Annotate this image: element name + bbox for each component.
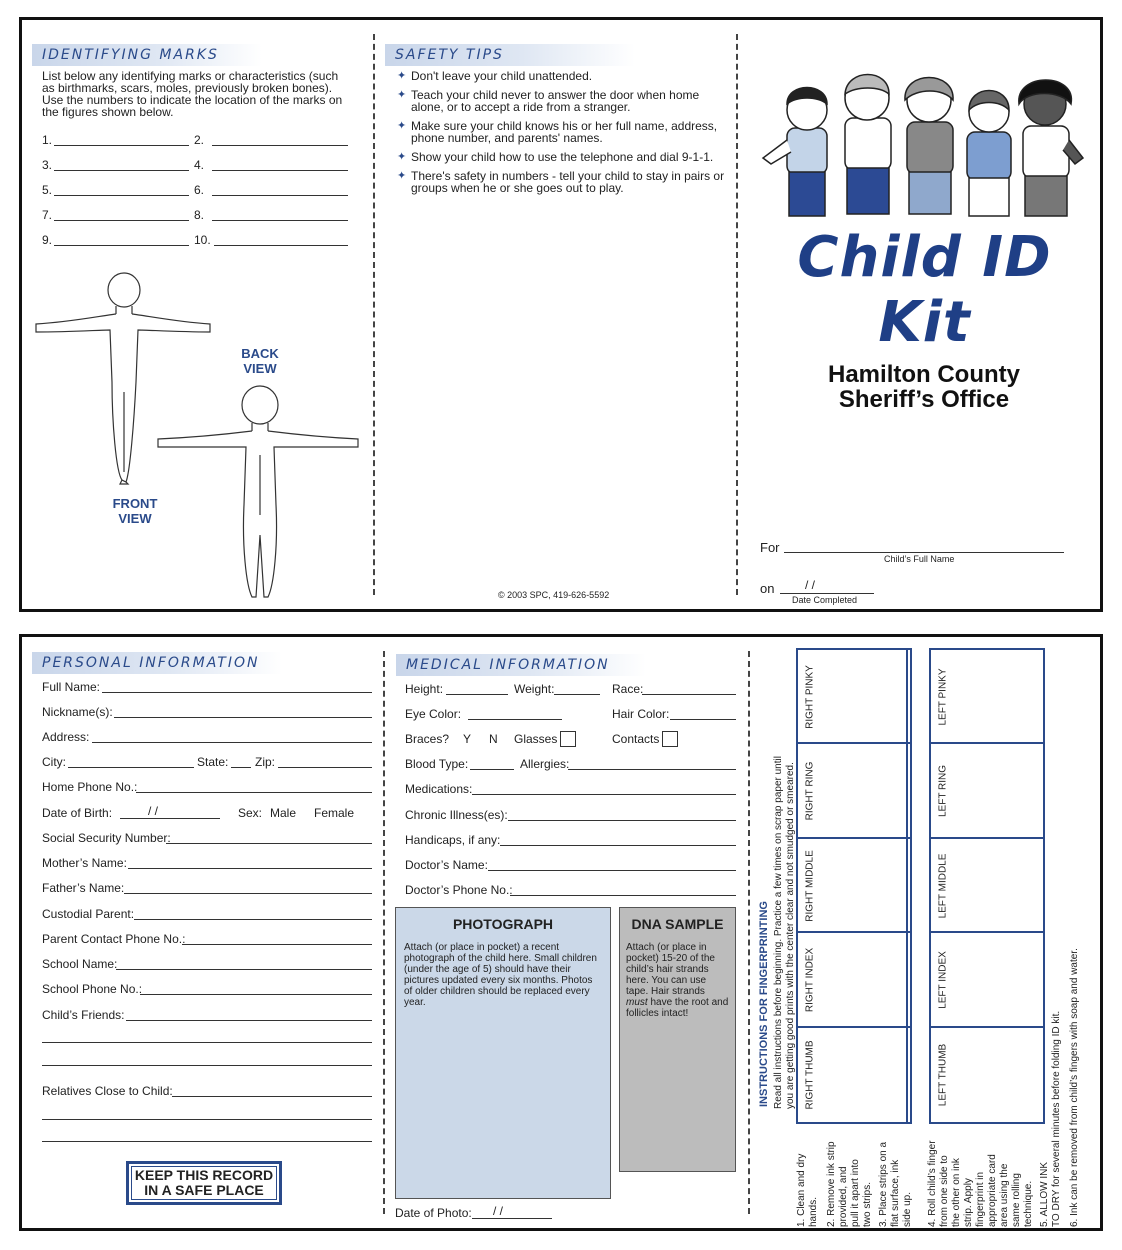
- photograph-area[interactable]: [395, 907, 611, 1199]
- city-field[interactable]: [68, 767, 194, 768]
- fingerprint-intro-line: Read all instructions before beginning. Practice a few times on scrap paper until: [773, 756, 784, 1109]
- relatives-field[interactable]: [172, 1096, 372, 1097]
- date-completed-caption: Date Completed: [792, 595, 858, 605]
- date-completed-line[interactable]: [780, 593, 874, 594]
- height-field[interactable]: [446, 694, 508, 695]
- friends-field-extra[interactable]: [42, 1042, 372, 1043]
- medications-field[interactable]: [472, 794, 736, 795]
- photo-date-slashes: / /: [493, 1204, 504, 1218]
- front-view-label: FRONT VIEW: [112, 496, 158, 526]
- dob-slashes: / /: [148, 804, 159, 818]
- mark-number: 2.: [194, 133, 205, 147]
- mark-6-line[interactable]: [212, 195, 348, 196]
- left-pinky-print-area[interactable]: LEFT PINKY: [931, 650, 1043, 744]
- fold-line: [736, 34, 738, 595]
- doctor-phone-label: Doctor’s Phone No.:: [405, 883, 513, 897]
- identifying-marks-instructions: List below any identifying marks or characteristics (such as birthmarks, scars, moles, previously broken bones). Use the numbers to indicate the location of the marks on the figures shown below.: [42, 69, 343, 119]
- handicaps-field[interactable]: [500, 845, 736, 846]
- children-group-icon: [757, 60, 1087, 225]
- blood-type-label: Blood Type:: [405, 757, 469, 771]
- step-2: pull it apart into: [850, 1159, 861, 1227]
- allergies-field[interactable]: [568, 769, 736, 770]
- fingerprint-intro-line: you are getting good prints with the center clear and not smudged or smeared.: [785, 762, 796, 1109]
- hair-color-field[interactable]: [670, 719, 736, 720]
- fingerprint-instructions-title: INSTRUCTIONS FOR FINGERPRINTING: [758, 901, 770, 1107]
- chronic-illness-field[interactable]: [508, 820, 736, 821]
- right-ring-print-area[interactable]: RIGHT RING: [798, 744, 910, 838]
- on-label: on: [760, 581, 775, 596]
- left-index-print-area[interactable]: LEFT INDEX: [931, 933, 1043, 1027]
- back-figure-icon: [152, 385, 362, 612]
- height-label: Height:: [405, 682, 444, 696]
- date-slashes: / /: [805, 578, 816, 592]
- doctor-name-field[interactable]: [488, 870, 736, 871]
- step-3: 3. Place strips on a: [878, 1141, 889, 1227]
- safety-tips-list: [397, 70, 727, 201]
- star-bullet-icon: ✦: [397, 151, 407, 163]
- handicaps-label: Handicaps, if any:: [405, 833, 501, 847]
- step-5: 5. ALLOW INK: [1039, 1161, 1050, 1227]
- race-label: Race:: [612, 682, 644, 696]
- step-4: same rolling: [1011, 1173, 1022, 1227]
- school-field[interactable]: [116, 969, 372, 970]
- step-1: 1. Clean and dry: [796, 1153, 807, 1227]
- fold-line: [383, 651, 385, 1214]
- step-3: side up.: [902, 1191, 913, 1227]
- star-bullet-icon: ✦: [397, 70, 407, 82]
- mark-number: 3.: [42, 158, 53, 172]
- photograph-title: PHOTOGRAPH: [452, 916, 554, 932]
- ssn-field[interactable]: [166, 843, 372, 844]
- father-label: Father’s Name:: [42, 881, 125, 895]
- custodial-label: Custodial Parent:: [42, 907, 135, 921]
- safety-tip: ✦ Make sure your child knows his or her full name, address, phone number, and parents' names.: [397, 119, 718, 145]
- friends-field-extra[interactable]: [42, 1065, 372, 1066]
- star-bullet-icon: ✦: [397, 120, 407, 132]
- safety-tip: ✦ Don't leave your child unattended.: [397, 69, 593, 83]
- relatives-field-extra[interactable]: [42, 1119, 372, 1120]
- kit-title: Child ID Kit: [797, 225, 1052, 355]
- photograph-instructions: Attach (or place in pocket) a recent photograph of the child here. Small children (under the age of 5) should have their pictures updated every six months. Photos of older children should be replaced every year.: [404, 942, 597, 1008]
- glasses-checkbox[interactable]: [560, 730, 576, 748]
- mark-1-line[interactable]: [54, 145, 189, 146]
- mark-5-line[interactable]: [54, 195, 189, 196]
- id-kit-inner-sheet: [19, 634, 1103, 1231]
- id-kit-outer-sheet: [19, 17, 1103, 612]
- contacts-checkbox[interactable]: [662, 730, 678, 748]
- mark-number: 8.: [194, 208, 205, 222]
- step-4: area using the: [999, 1163, 1010, 1227]
- sex-male-option[interactable]: Male: [270, 806, 297, 820]
- mark-9-line[interactable]: [54, 245, 189, 246]
- address-label: Address:: [42, 730, 90, 744]
- home-phone-field[interactable]: [136, 792, 372, 793]
- fold-line: [748, 651, 750, 1214]
- date-of-photo-field[interactable]: [472, 1218, 552, 1219]
- step-2: 2. Remove ink strip: [826, 1141, 837, 1227]
- safety-tips-header: SAFETY TIPS: [385, 44, 635, 66]
- fold-line: [373, 34, 375, 595]
- dna-sample-area[interactable]: [619, 907, 736, 1172]
- state-field[interactable]: [231, 767, 251, 768]
- doctor-name-label: Doctor’s Name:: [405, 858, 488, 872]
- step-4: the other on ink: [951, 1158, 962, 1227]
- right-index-print-area[interactable]: RIGHT INDEX: [798, 933, 910, 1027]
- step-4: 4. Roll child’s finger: [927, 1140, 938, 1227]
- doctor-phone-field[interactable]: [510, 895, 736, 896]
- full-name-field[interactable]: [102, 692, 372, 693]
- step-2: two strips.: [862, 1181, 873, 1227]
- school-phone-label: School Phone No.:: [42, 982, 143, 996]
- mother-field[interactable]: [128, 868, 372, 869]
- step-5: TO DRY for several minutes before folding ID kit.: [1051, 1010, 1062, 1227]
- safety-tip: ✦ Show your child how to use the telephone and dial 9-1-1.: [397, 150, 714, 164]
- safety-tip: ✦ Teach your child never to answer the door when home alone, or to accept a ride from a stranger.: [397, 88, 700, 114]
- back-view-label: BACK VIEW: [241, 346, 279, 376]
- left-hand-fingerprint-cards: [929, 648, 1045, 1124]
- mark-number: 10.: [194, 233, 211, 247]
- dna-sample-title: DNA SAMPLE: [631, 916, 724, 932]
- mark-number: 5.: [42, 183, 53, 197]
- allergies-label: Allergies:: [520, 757, 570, 771]
- school-label: School Name:: [42, 957, 118, 971]
- step-6: 6. Ink can be removed from child’s fingers with soap and water.: [1069, 948, 1080, 1227]
- mark-2-line[interactable]: [212, 145, 348, 146]
- step-4: strip. Apply: [963, 1178, 974, 1227]
- address-field[interactable]: [92, 742, 372, 743]
- parent-phone-field[interactable]: [182, 944, 372, 945]
- city-label: City:: [42, 755, 66, 769]
- relatives-label: Relatives Close to Child:: [42, 1084, 173, 1098]
- eye-color-label: Eye Color:: [405, 707, 462, 721]
- blood-type-field[interactable]: [470, 769, 514, 770]
- safety-tip: ✦ There's safety in numbers - tell your child to stay in pairs or groups when he or she goes out to play.: [397, 169, 725, 195]
- parent-phone-label: Parent Contact Phone No.:: [42, 932, 186, 946]
- right-thumb-print-area[interactable]: RIGHT THUMB: [804, 1040, 816, 1110]
- custodial-field[interactable]: [134, 919, 372, 920]
- sex-female-option[interactable]: Female: [314, 806, 355, 820]
- race-field[interactable]: [642, 694, 736, 695]
- identifying-marks-header: IDENTIFYING MARKS: [32, 44, 262, 66]
- star-bullet-icon: ✦: [397, 89, 407, 101]
- child-name-caption: Child’s Full Name: [884, 554, 955, 564]
- father-field[interactable]: [124, 893, 372, 894]
- fold-divider: [906, 648, 912, 1124]
- full-name-label: Full Name:: [42, 680, 101, 694]
- glasses-label: Glasses: [514, 732, 558, 746]
- left-thumb-print-area[interactable]: LEFT THUMB: [937, 1043, 949, 1106]
- home-phone-label: Home Phone No.:: [42, 780, 138, 794]
- hair-color-label: Hair Color:: [612, 707, 670, 721]
- medications-label: Medications:: [405, 782, 473, 796]
- dob-field[interactable]: [120, 818, 220, 819]
- copyright: © 2003 SPC, 419-626-5592: [498, 590, 610, 600]
- nickname-label: Nickname(s):: [42, 705, 113, 719]
- org-name-line2: Sheriff’s Office: [838, 386, 1010, 413]
- left-ring-print-area[interactable]: LEFT RING: [931, 744, 1043, 838]
- step-3: flat surface, ink: [890, 1159, 901, 1227]
- friends-label: Child’s Friends:: [42, 1008, 125, 1022]
- mother-label: Mother’s Name:: [42, 856, 127, 870]
- contacts-label: Contacts: [612, 732, 660, 746]
- relatives-field-extra[interactable]: [42, 1141, 372, 1142]
- dob-label: Date of Birth:: [42, 806, 113, 820]
- step-4: appropriate card: [987, 1154, 998, 1227]
- medical-info-header: MEDICAL INFORMATION: [396, 654, 646, 676]
- for-label: For: [760, 540, 780, 555]
- mark-number: 4.: [194, 158, 205, 172]
- weight-label: Weight:: [514, 682, 555, 696]
- school-phone-field[interactable]: [140, 994, 372, 995]
- mark-8-line[interactable]: [212, 220, 348, 221]
- mark-4-line[interactable]: [212, 170, 348, 171]
- state-label: State:: [197, 755, 229, 769]
- org-name-line1: Hamilton County: [828, 361, 1020, 388]
- braces-yes-option[interactable]: Y: [463, 732, 472, 746]
- step-2: provided, and: [838, 1166, 849, 1227]
- mark-3-line[interactable]: [54, 170, 189, 171]
- eye-color-field[interactable]: [468, 719, 562, 720]
- star-bullet-icon: ✦: [397, 170, 407, 182]
- right-hand-fingerprint-cards: [796, 648, 912, 1124]
- ssn-label: Social Security Number:: [42, 831, 171, 845]
- weight-field[interactable]: [554, 694, 600, 695]
- chronic-illness-label: Chronic Illness(es):: [405, 808, 508, 822]
- braces-no-option[interactable]: N: [489, 732, 498, 746]
- dna-sample-instructions: Attach (or place in pocket) 15-20 of the child’s hair strands here. You can use tape. Hair strands must have the root and follicles intact!: [626, 942, 729, 1019]
- step-4: from one side to: [939, 1155, 950, 1227]
- zip-label: Zip:: [255, 755, 276, 769]
- keep-safe-badge: KEEP THIS RECORD IN A SAFE PLACE: [126, 1161, 282, 1205]
- personal-info-header: PERSONAL INFORMATION: [32, 652, 282, 674]
- friends-field[interactable]: [126, 1020, 372, 1021]
- step-1: hands.: [808, 1196, 819, 1227]
- mark-7-line[interactable]: [54, 220, 189, 221]
- braces-label: Braces?: [405, 732, 450, 746]
- right-pinky-print-area[interactable]: RIGHT PINKY: [798, 650, 910, 744]
- zip-field[interactable]: [278, 767, 372, 768]
- child-name-line[interactable]: [784, 552, 1064, 553]
- mark-number: 6.: [194, 183, 205, 197]
- step-4: technique.: [1023, 1180, 1034, 1227]
- mark-10-line[interactable]: [214, 245, 348, 246]
- sex-label: Sex:: [238, 806, 263, 820]
- nickname-field[interactable]: [114, 717, 372, 718]
- right-middle-print-area[interactable]: RIGHT MIDDLE: [798, 839, 910, 933]
- left-middle-print-area[interactable]: LEFT MIDDLE: [931, 839, 1043, 933]
- date-of-photo-label: Date of Photo:: [395, 1206, 472, 1220]
- mark-number: 1.: [42, 133, 53, 147]
- mark-number: 7.: [42, 208, 53, 222]
- step-4: fingerprint in: [975, 1171, 986, 1227]
- mark-number: 9.: [42, 233, 53, 247]
